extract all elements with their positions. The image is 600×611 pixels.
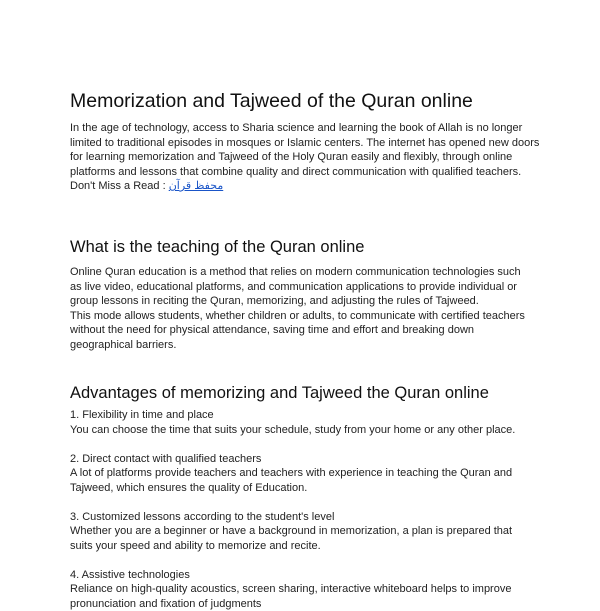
item-title: 3. Customized lessons according to the student's level bbox=[70, 510, 532, 525]
item-text: You can choose the time that suits your schedule, study from your home or any other place. bbox=[70, 423, 532, 438]
item-title: 2. Direct contact with qualified teachers bbox=[70, 452, 532, 467]
intro-text: In the age of technology, access to Sharia science and learning the book of Allah is no longer limited to traditional episodes in mosques or Islamic centers. The internet has opened new doors for learning memorization and Tajweed of the Holy Quran easily and flexibly, through online platforms and lessons that combine quality and direct communication with qualified teachers. bbox=[70, 121, 540, 179]
section-heading-2: Advantages of memorizing and Tajweed the Quran online bbox=[70, 384, 489, 403]
read-prefix: Don't Miss a Read : bbox=[70, 180, 169, 192]
item-text: Reliance on high-quality acoustics, screen sharing, interactive whiteboard helps to improve pronunciation and fixation of judgments bbox=[70, 582, 532, 611]
section-heading-1: What is the teaching of the Quran online bbox=[70, 238, 364, 257]
section1-paragraph-1: Online Quran education is a method that relies on modern communication technologies such as live video, educational platforms, and communication applications to provide individual or group lessons in reciting the Quran, memorizing, and adjusting the rules of Tajweed. bbox=[70, 265, 532, 309]
list-item bbox=[70, 510, 532, 554]
item-text: Whether you are a beginner or have a background in memorization, a plan is prepared that suits your speed and ability to memorize and recite. bbox=[70, 524, 532, 553]
section1-paragraph-2: This mode allows students, whether children or adults, to communicate with certified teachers without the need for physical attendance, saving time and effort and breaking down geographical barriers. bbox=[70, 309, 532, 353]
item-title: 1. Flexibility in time and place bbox=[70, 408, 532, 423]
read-more-line bbox=[70, 179, 540, 194]
section1-body bbox=[70, 265, 532, 352]
read-link[interactable]: محفظ قرآن bbox=[169, 180, 224, 192]
intro-paragraph bbox=[70, 121, 540, 194]
page-title: Memorization and Tajweed of the Quran online bbox=[70, 90, 473, 113]
advantages-list bbox=[70, 408, 532, 611]
item-title: 4. Assistive technologies bbox=[70, 568, 532, 583]
list-item bbox=[70, 452, 532, 496]
item-text: A lot of platforms provide teachers and teachers with experience in teaching the Quran and Tajweed, which ensures the quality of Education. bbox=[70, 466, 532, 495]
list-item bbox=[70, 568, 532, 611]
list-item bbox=[70, 408, 532, 437]
